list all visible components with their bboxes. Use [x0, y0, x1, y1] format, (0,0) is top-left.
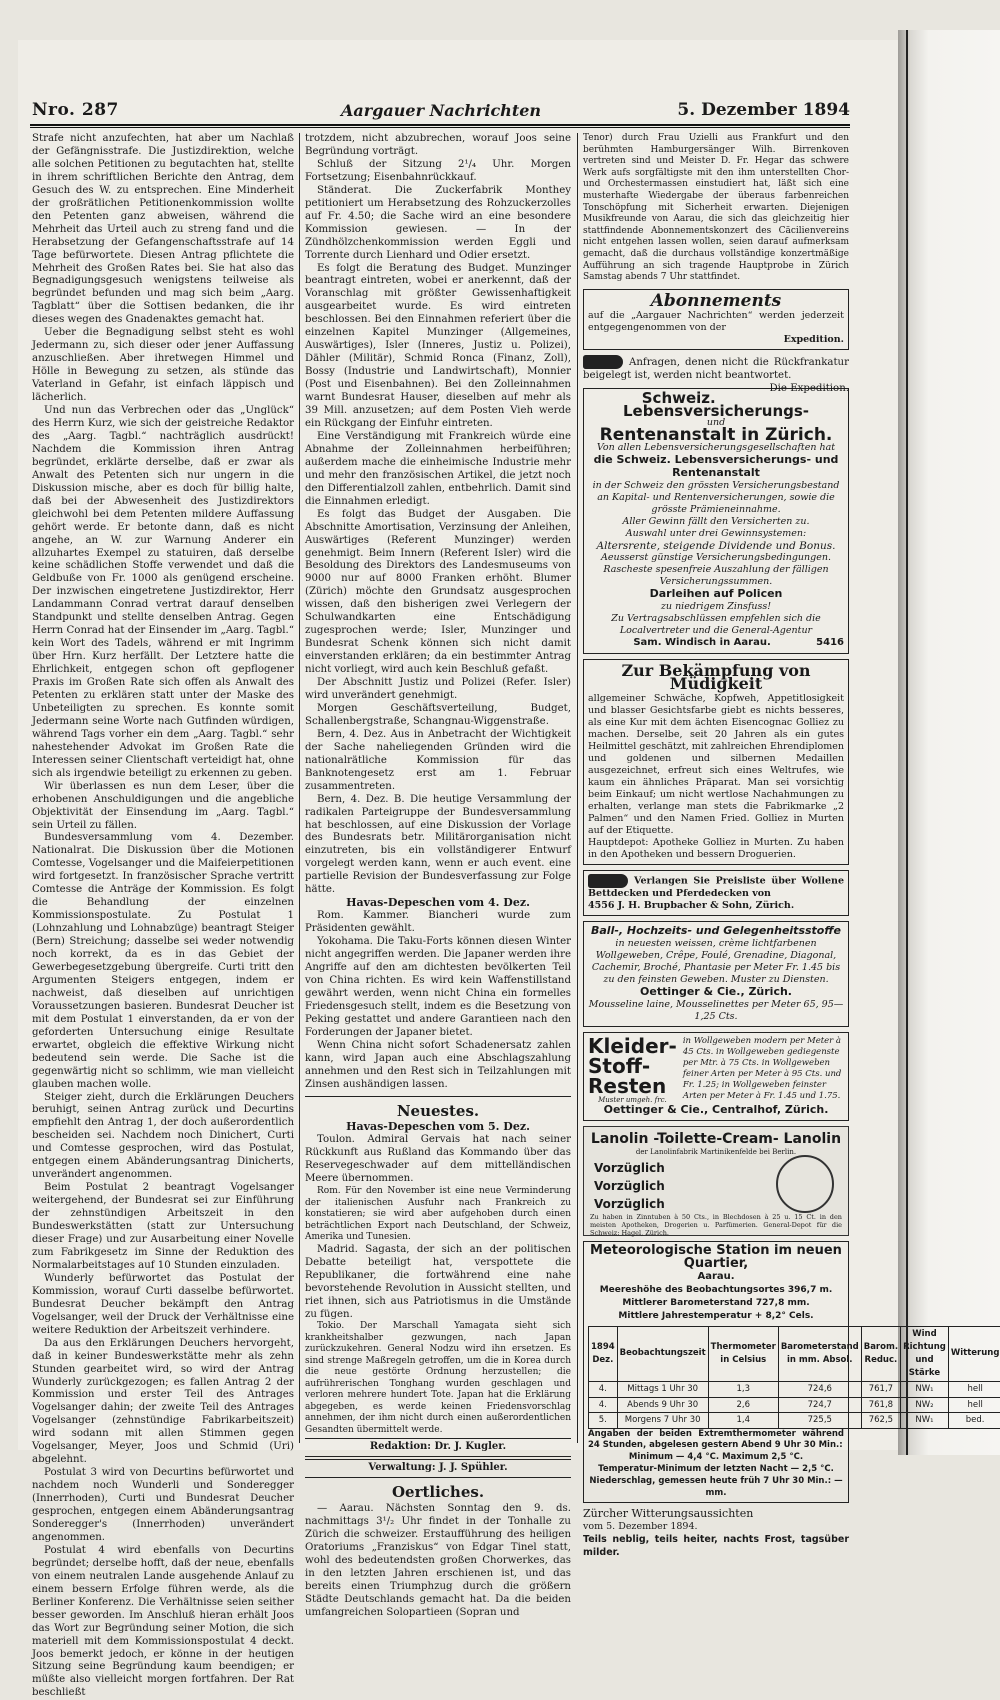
- table-cell: 1,4: [708, 1413, 778, 1429]
- column-header: Wind Richtung und Stärke: [901, 1326, 949, 1381]
- table-cell: 4.: [589, 1381, 618, 1397]
- table-cell: 5.: [589, 1413, 618, 1429]
- header-rule-thin: [30, 127, 850, 128]
- article-paragraph: Da aus den Erklärungen Deuchers hervorgeht, daß in keiner Bundeswerkstätte mehr als zehn Stunden gearbeitet wird, so wird der Antrag Wunderly zurückgezogen; es fallen Antrag 2 der Kommission und erster Teil des Antrages Vogelsanger dahin; der zweite Teil des Antrages Vogelsanger (zehnstündige Fabrikarbeitszeit) wird sodann mit allen Stimmen gegen Vogelsanger, Meyer, Joos und Schmid (Uri) abgelehnt.: [32, 1338, 294, 1468]
- station-info: Mittlere Jahrestemperatur + 8,2° Cels.: [588, 1310, 844, 1323]
- table-cell: NW₁: [901, 1413, 949, 1429]
- section-heading: Havas-Depeschen vom 4. Dez.: [305, 897, 571, 910]
- section-heading: Oertliches.: [305, 1486, 571, 1499]
- ad-text: in neuesten weissen, crème lichtfarbenen Wollgeweben, Crêpe, Foulé, Grenadine, Diagonal, Cachemir, Broché, Phantasie per Meter Fr. 1.45 bis zu den feinsten Geweben. Muster zu Diensten.: [588, 938, 844, 986]
- article-paragraph: Steiger zieht, durch die Erklärungen Deuchers beruhigt, seinen Antrag zurück und Decurtins empfiehlt den Antrag 1, der doch außerordentlich bescheiden sei. Nachdem noch Dinichert, Curti und Comtesse gesprochen, wird das Postulat, entgegen einem Abänderungsantrag Dinicherts, unverändert angenommen.: [32, 1092, 294, 1183]
- article-paragraph: Bern, 4. Dez. B. Die heutige Versammlung der radikalen Parteigruppe der Bundesversammlung hat beschlossen, auf eine Diskussion der Vorlage des Bundesrats betr. Militärorganisation nicht einzutreten, bis ein vollständigerer Entwurf vorgelegt werden kann, wenn er auch event. eine partielle Revision der Bundesverfassung zur Folge hätte.: [305, 794, 571, 898]
- ad-text: allgemeiner Schwäche, Kopfweh, Appetitlosigkeit und blasser Gesichtsfarbe giebt es nichts besseres, als eine Kur mit dem ächten Eisencognac Golliez zu machen. Derselbe, seit 20 Jahren als ein gutes Heilmittel geschätzt, mit zahlreichen Ehrendiplomen und goldenen und silbernen Medaillen ausgezeichnet, erfreut sich eines Weltrufes, wie kaum ein ähnliches Präparat. Man sei vorsichtig beim Einkauf; um nicht wertlose Nachahmungen zu erhalten, verlange man stets die Fabrikmarke „2 Palmen“ und den Namen Fried. Golliez in Murten auf der Etiquette.: [588, 693, 844, 837]
- notice-signature: Die Expedition.: [770, 383, 850, 396]
- article-paragraph: Es folgt das Budget der Ausgaben. Die Abschnitte Amortisation, Verzinsung der Anleihen, Auswärtiges (Referent Munzinger) werden genehmigt. Beim Innern (Referent Isler) wird die Besoldung des Direktors des Landesmuseums von 9000 nur auf 8000 Franken erhöht. Blumer (Zürich) möchte den Grundsatz ausgesprochen wissen, daß den bisherigen zwei Verlegern der Schulwandkarten eine Entschädigung zugesprochen werde; Isler, Munzinger und Bundesrat Schenk können sich nicht damit einverstanden erklären; da ein bestimmter Antrag nicht vorliegt, wird auch kein Beschluß gefaßt.: [305, 509, 571, 677]
- ad-text-content: Verlangen Sie Preisliste über Wollene Bettdecken und Pferdedecken von: [588, 876, 844, 900]
- article-paragraph: Eine Verständigung mit Frankreich würde eine Abnahme der Zolleinnahmen herbeiführen; außerdem mache die einheimische Industrie mehr und mehr den französischen Artikel, die jetzt noch den Differentialzoll zahlen, entbehrlich. Damit sind die Einnahmen erledigt.: [305, 431, 571, 509]
- ad-title: Stoff-: [588, 1056, 677, 1076]
- notice-text: Anfragen, denen nicht die Rückfrankatur beigelegt ist, werden nicht beantwortet.: [583, 357, 849, 381]
- book-binding-edge: [898, 30, 1000, 1455]
- article-paragraph: Tenor) durch Frau Uzielli aus Frankfurt und den berühmten Hamburgersänger Wilh. Birrenkoven vertreten sind und Meister D. Fr. Hegar das schwere Werk aufs sorgfältigste mit den ihm unterstellten Chor- und Orchestermassen einstudiert hat, läßt sich eine musterhafte Wiedergabe der überaus farbenreichen Tonschöpfung mit Sicherheit erwarten. Diejenigen Musikfreunde von Aarau, die sich das gleichzeitig hier stattfindende Abonnementskonzert des Cäcilienvereins nicht entgehen lassen wollen, seien darauf aufmerksam gemacht, daß die durchaus vollständige konzertmäßige Aufführung an sich tragende Hauptprobe in Zürich Samstag abends 7 Uhr stattfindet.: [583, 133, 849, 284]
- divider: [305, 1096, 571, 1097]
- page-header: [32, 100, 850, 122]
- weather-station: [583, 1241, 849, 1503]
- table-cell: 4.: [589, 1397, 618, 1413]
- article-paragraph: Wunderly befürwortet das Postulat der Kommission, worauf Curti dasselbe befürwortet. Bundesrat Deucher bekämpft den Antrag Vogelsanger, weil der Druck der Verhältnisse eine weitere Reduktion der Arbeitszeit verhindere.: [32, 1273, 294, 1338]
- fabric-ad: [583, 921, 849, 1027]
- table-row: [589, 1413, 1000, 1429]
- article-paragraph: Postulat 3 wird von Decurtins befürwortet und nachdem noch Wunderli und Sonderegger (Innerrhoden), Curti und Bundesrat Deucher gesprochen, entgegen einem Abänderungsantrag Sonderegger's (Innerrhoden) unverändert angenommen.: [32, 1467, 294, 1545]
- article-paragraph: Yokohama. Die Taku-Forts können diesen Winter nicht angegriffen werden. Die Japaner werden ihre Angriffe auf den am dichtesten bevölkerten Teil von China richten. Es wird kein Waffenstillstand gewährt werden, wenn nicht China ein formelles Friedensgesuch stellt, indem es die Besetzung von Peking gestattet und andere Garantieen nach den Forderungen der Japaner bietet.: [305, 936, 571, 1040]
- station-footnote: Angaben der beiden Extremthermometer während 24 Stunden, abgelesen gestern Abend 9 Uhr 30 Min.:: [588, 1429, 844, 1451]
- issue-number: Nro. 287: [32, 100, 119, 120]
- table-row: [589, 1397, 1000, 1413]
- table-cell: 724,7: [778, 1397, 861, 1413]
- forecast-text: Teils neblig, teils heiter, nachts Frost, tagsüber milder.: [583, 1534, 849, 1560]
- cognac-ad: [583, 659, 849, 865]
- ad-text: Rascheste spesenfreie Auszahlung der fälligen Versicherungssummen.: [588, 564, 844, 588]
- ad-firm: Oettinger & Cie., Zürich.: [588, 986, 844, 999]
- ad-text: Von allen Lebensversicherungsgesellschaften hat: [588, 442, 844, 454]
- column-header: Barometerstand in mm. Absol.: [778, 1326, 861, 1381]
- ad-big-title: [588, 1036, 677, 1104]
- station-footnote: Minimum — 4,4 °C. Maximum 2,5 °C.: [588, 1451, 844, 1463]
- ad-text: Hauptdepot: Apotheke Golliez in Murten. Zu haben in den Apotheken und bessern Droguerien.: [588, 837, 844, 861]
- ad-agent-name: Sam. Windisch in Aarau.: [633, 637, 770, 648]
- newspaper-title: Aargauer Nachrichten: [32, 101, 850, 120]
- table-cell: 761,7: [861, 1381, 900, 1397]
- table-cell: bed.: [948, 1413, 1000, 1429]
- ad-title: Abonnements: [588, 295, 844, 308]
- issue-date: 5. Dezember 1894: [677, 100, 850, 120]
- station-info: Mittlerer Barometerstand 727,8 mm.: [588, 1297, 844, 1310]
- station-info: Meereshöhe des Beobachtungsortes 396,7 m.: [588, 1284, 844, 1297]
- publisher-line: Verwaltung: J. J. Spühler.: [305, 1459, 571, 1478]
- ad-text: Auswahl unter drei Gewinnsystemen:: [588, 528, 844, 540]
- ad-text: zu niedrigem Zinsfuss!: [588, 601, 844, 613]
- lanolin-ad: [583, 1126, 849, 1236]
- column-header: Barom. Reduc.: [861, 1326, 900, 1381]
- section-heading: Neuestes.: [305, 1105, 571, 1118]
- article-paragraph: Tokio. Der Marschall Yamagata sieht sich krankheitshalber gezwungen, nach Japan zurückzukehren. General Nodzu wird ihn ersetzen. Es sind strenge Maßregeln getroffen, um die in Korea durch die neue gestörte Ordnung herzustellen; die aufrührerischen Tonghang wurden geschlagen und verloren mehrere hundert Tote. Japan hat die Erklärung abgegeben, es werde keinen Friedensvorschlag annehmen, der ihm nicht durch einen außerordentlichen Gesandten übermittelt werde.: [305, 1321, 571, 1436]
- ad-text: der Lanolinfabrik Martinikenfelde bei Berlin.: [584, 1146, 848, 1159]
- table-cell: 2,6: [708, 1397, 778, 1413]
- column-1: [32, 133, 294, 1443]
- station-footnote: Niederschlag, gemessen heute früh 7 Uhr 30 Min.: — mm.: [588, 1475, 844, 1499]
- article-paragraph: Strafe nicht anzufechten, hat aber um Nachlaß der Gefängnisstrafe. Die Justizdirektion, welche alle solchen Petitionen zu begutachten hat, stellte in ihrem schriftlichen Berichte den Antrag, dem Gesuch des W. zu entsprechen. Eine Minderheit der großrätlichen Petitionenkommission wollte den Petenten ganz abweisen, während die Mehrheit das Urteil auch zu streng fand und die Herabsetzung der Gefangenschaftsstrafe auf 14 Tage befürwortete. Diesen Antrag pflichtete die Mehrheit des Großen Rates bei. Sie hat also das Begnadigungsgesuch wenigstens teilweise als begründet befunden und mag sich beim „Aarg. Tagblatt“ über die Sottisen bedanken, die ihr dieses wegen des Gnadenaktes gemacht hat.: [32, 133, 294, 327]
- ad-text: Altersrente, steigende Dividende und Bonus.: [588, 540, 844, 552]
- ad-text: Aller Gewinn fällt den Versicherten zu.: [588, 516, 844, 528]
- table-row: [589, 1381, 1000, 1397]
- ad-text: Darleihen auf Policen: [588, 588, 844, 601]
- trademark-seal-icon: [776, 1155, 834, 1213]
- ad-number: 5416: [816, 637, 844, 650]
- article-paragraph: — Aarau. Nächsten Sonntag den 9. ds. nachmittags 3¹/₂ Uhr findet in der Tonhalle zu Zürich die schweizer. Erstaufführung des heiligen Oratoriums „Franziskus“ von Edgar Tinel statt, wohl des bedeutendsten großen Chorwerkes, das in den letzten Jahren erschienen ist, und das bereits einen Triumphzug durch die größern Städte Deutschlands gemacht hat. Da die beiden umfangreichen Solopartieen (Sopran und: [305, 1503, 571, 1620]
- article-paragraph: Bundesversammlung vom 4. Dezember. Nationalrat. Die Diskussion über die Motionen Comtesse, Vogelsanger und die Maifeierpetitionen wird fortgesetzt. In französischer Sprache vertritt Comtesse die Anträge der Kommission. Es folgt die Behandlung der einzelnen Kommissionspostulate. Zu Postulat 1 (Lohnzahlung und Lohnabzüge) beantragt Steiger (Bern) Streichung; dasselbe sei weder notwendig noch korrekt, da es in das Gebiet der Gewerbegesetzgebung übergreife. Curti tritt den Argumenten Steigers entgegen, indem er nachweist, daß dieselben auf unrichtigen Voraussetzungen basieren. Bundesrat Deucher ist mit dem Postulat 1 einverstanden, da er von der geforderten Untersuchung einige Resultate erwartet, obgleich die effektive Wirkung nicht bedeutend sein werde. Die Sache ist die gegenwärtig nicht so schlimm, wie man vielleicht glauben machen wolle.: [32, 832, 294, 1091]
- ad-text: Vorzüglich: [584, 1195, 848, 1213]
- article-paragraph: Ständerat. Die Zuckerfabrik Monthey petitioniert um Herabsetzung des Rohzuckerzolles auf Fr. 4.50; die Sache wird an eine besondere Kommission gewiesen. — In der Zündhölzchenkommission werden Eggli und Torrente durch Lienhard und Odier ersetzt.: [305, 185, 571, 263]
- ad-firm: Oettinger & Cie., Centralhof, Zürich.: [588, 1104, 844, 1117]
- pointing-hand-icon: [588, 874, 628, 888]
- article-paragraph: Schluß der Sitzung 2¹/₄ Uhr. Morgen Fortsetzung; Eisenbahnrückkauf.: [305, 159, 571, 185]
- ad-text: Vorzüglich: [584, 1159, 848, 1177]
- ad-number: 4556: [588, 900, 614, 911]
- ad-body: [588, 1036, 844, 1104]
- ad-title: Rentenanstalt in Zürich.: [588, 429, 844, 442]
- article-paragraph: trotzdem, nicht abzubrechen, worauf Joos seine Begründung vorträgt.: [305, 133, 571, 159]
- article-paragraph: Toulon. Admiral Gervais hat nach seiner Rückkunft aus Rußland das Kommando über das Reservegeschwader auf dem mittelländischen Meere übernommen.: [305, 1134, 571, 1186]
- article-paragraph: Beim Postulat 2 beantragt Vogelsanger weitergehend, der Bundesrat sei zur Einführung der zehnstündigen Arbeitszeit in den Bundeswerkstätten (statt zur Untersuchung dieser Frage) und zur Ausarbeitung einer Novelle zum Fabrikgesetz im Sinne der Reduktion des Normalarbeitstages auf 10 Stunden einzuladen.: [32, 1182, 294, 1273]
- column-header: Thermometer in Celsius: [708, 1326, 778, 1381]
- ad-title: Zur Bekämpfung von Müdigkeit: [588, 665, 844, 691]
- table-cell: hell: [948, 1397, 1000, 1413]
- weather-table: [588, 1326, 1000, 1430]
- article-paragraph: Ueber die Begnadigung selbst steht es wohl Jedermann zu, sich dieser oder jener Auffassung anzuschließen. Aber ihretwegen Himmel und Hölle in Bewegung zu setzen, als stünde das Vaterland in Gefahr, ist einfach läppisch und lächerlich.: [32, 327, 294, 405]
- table-cell: Mittags 1 Uhr 30: [617, 1381, 708, 1397]
- station-place: Aarau.: [588, 1271, 844, 1284]
- ad-title: Lanolin -Toilette-Cream- Lanolin: [584, 1127, 848, 1146]
- article-paragraph: Wir überlassen es nun dem Leser, über die erhobenen Anschuldigungen und die angebliche Objektivität der Einsendung im „Aarg. Tagbl.“ sein Urteil zu fällen.: [32, 781, 294, 833]
- article-paragraph: Rom. Kammer. Biancheri wurde zum Präsidenten gewählt.: [305, 910, 571, 936]
- ad-text: die Schweiz. Lebensversicherungs- und: [588, 454, 844, 467]
- ad-text: Aeusserst günstige Versicherungsbedingungen.: [588, 552, 844, 564]
- ad-text: Muster umgeh. frc.: [588, 1096, 677, 1104]
- remnants-ad: [583, 1032, 849, 1121]
- insurance-ad: [583, 388, 849, 655]
- ad-title: Ball-, Hochzeits- und Gelegenheitsstoffe: [588, 925, 844, 938]
- ad-title: Schweiz. Lebensversicherungs-: [588, 392, 844, 418]
- editor-line: Redaktion: Dr. J. Kugler.: [305, 1438, 571, 1457]
- ad-title: Resten: [588, 1076, 677, 1096]
- table-header-row: [589, 1326, 1000, 1381]
- station-title: Meteorologische Station im neuen Quartier,: [588, 1245, 844, 1271]
- header-rule: [30, 124, 850, 126]
- table-cell: 725,5: [778, 1413, 861, 1429]
- table-cell: hell: [948, 1381, 1000, 1397]
- ad-text: und: [588, 417, 844, 429]
- article-paragraph: Und nun das Verbrechen oder das „Unglück“ des Herrn Kurz, wie sich der geistreiche Redaktor des „Aarg. Tagbl.“ nachträglich ausdrückt! Nachdem die Kommission ihren Antrag begründet, erklärte derselbe, daß er zwar als Anwalt des Petenten sich nur ungern in die Diskussion mische, aber es doch für billig halte, daß bei der Abwesenheit des Justizdirektors gleichwohl bei dem Petenten mildere Auffassung gehört werde. Er betonte dann, daß es nicht angehe, an W. zur Warnung Anderer ein allzuhartes Exempel zu statuiren, daß derselbe keine schädlichen Stoffe verwendet und daß die Geldbuße von Fr. 1000 als genügend erscheine. Der inzwischen eingetretene Justizdirektor, Herr Landammann Conrad vertrat darauf denselben Standpunkt und stellte denselben Antrag. Gegen Herrn Conrad hat der Einsender im „Aarg. Tagbl.“ kein Wort des Tadels, während er mit Ingrimm über Hrn. Kurz herfällt. Der Letztere hatte die Ehrlichkeit, entgegen schon oft gepflogener Praxis im Großen Rate sich offen als Anwalt des Petenten zu erklären statt unter der Maske des Unbeteiligten zu sprechen. Es konnte somit Jedermann seine Worte nach Gutfinden würdigen, während Tags vorher ein dem „Aarg. Tagbl.“ sehr nahestehender Advokat im Großen Rate die Interessen seiner Clientschaft verteidigt hat, ohne sich als irgendwie beteiligt zu erkennen zu geben.: [32, 405, 294, 781]
- table-cell: 762,5: [861, 1413, 900, 1429]
- ad-text: in Wollgeweben modern per Meter à 45 Cts. in Wollgeweben gediegenste per Mtr. à 75 Cts. in Wollgeweben feiner Arten per Meter à 95 Cts. und Fr. 1.25; in Wollgeweben feinster Arten per Meter à Fr. 1.45 und 1.75.: [683, 1036, 844, 1102]
- table-cell: 724,6: [778, 1381, 861, 1397]
- blanket-ad: [583, 870, 849, 916]
- column-divider: [577, 133, 578, 1443]
- ad-text: [588, 874, 844, 900]
- article-paragraph: Wenn China nicht sofort Schadenersatz zahlen kann, wird Japan auch eine Abschlagszahlung annehmen und den Rest sich in Teilzahlungen mit Zinsen aushändigen lassen.: [305, 1040, 571, 1092]
- article-paragraph: Postulat 4 wird ebenfalls von Decurtins begründet; derselbe hofft, daß der neue, ebenfalls von einem neutralen Lande ausgehende Anlauf zu einem bessern Erfolge führen werde, als die Berliner Konferenz. Die Verhältnisse seien seither besser geworden. Im Anschluß hieran erhält Joos das Wort zur Begründung seiner Motion, die sich materiell mit dem Kommissionspostulat 4 deckt. Joos bemerkt jedoch, er könne in der heutigen Sitzung seine Begründung kaum beendigen; er müßte also vielleicht morgen fortfahren. Der Rat beschließt: [32, 1545, 294, 1700]
- article-paragraph: Madrid. Sagasta, der sich an der politischen Debatte beteiligt hat, verspottete die Republikaner, die fortwährend eine nahe bevorstehende Revolution in Aussicht stellten, und riet ihnen, sich aus Patriotismus in die Umstände zu fügen.: [305, 1244, 571, 1322]
- table-cell: 761,8: [861, 1397, 900, 1413]
- article-paragraph: Der Abschnitt Justiz und Polizei (Refer. Isler) wird unverändert genehmigt.: [305, 677, 571, 703]
- ad-title: Kleider-: [588, 1036, 677, 1056]
- article-paragraph: Bern, 4. Dez. Aus in Anbetracht der Wichtigkeit der Sache naheliegenden Gründen wird die nationalrätliche Kommission für das Banknotengesetz erst am 1. Februar zusammentreten.: [305, 729, 571, 794]
- ad-text: in der Schweiz den grössten Versicherungsbestand an Kapital- und Rentenversicherungen, sowie die grösste Prämieneinnahme.: [588, 480, 844, 516]
- table-cell: NW₂: [901, 1397, 949, 1413]
- column-header: Beobachtungszeit: [617, 1326, 708, 1381]
- column-divider: [299, 133, 300, 1443]
- column-header: Witterung: [948, 1326, 1000, 1381]
- table-cell: Abends 9 Uhr 30: [617, 1397, 708, 1413]
- ad-text: Zu Vertragsabschlüssen empfehlen sich die Localvertreter und die General-Agentur: [588, 613, 844, 637]
- ad-firm-line: [588, 900, 844, 912]
- section-heading: Havas-Depeschen vom 5. Dez.: [305, 1121, 571, 1134]
- ad-signature: Expedition.: [588, 334, 844, 346]
- forecast-title: Zürcher Witterungsaussichten: [583, 1508, 849, 1521]
- ad-text: auf die „Aargauer Nachrichten“ werden jederzeit entgegengenommen von der: [588, 310, 844, 334]
- weather-forecast: [583, 1508, 849, 1560]
- table-cell: Morgens 7 Uhr 30: [617, 1413, 708, 1429]
- notice: [583, 355, 849, 383]
- ad-text: Zu haben in Zinntuben à 50 Cts., in Blechdosen à 25 u. 15 Ct. in den meisten Apotheken, Drogerien u. Parfümerien. General-Depot für die Schweiz: Hagel, Zürich.: [584, 1213, 848, 1237]
- subscription-ad: [583, 289, 849, 350]
- ad-text: Vorzüglich: [584, 1177, 848, 1195]
- forecast-date: vom 5. Dezember 1894.: [583, 1521, 849, 1534]
- ad-text: Mousseline laine, Mousselinettes per Meter 65, 95—1,25 Cts.: [588, 999, 844, 1023]
- column-header: 1894 Dez.: [589, 1326, 618, 1381]
- ad-text: Rentenanstalt: [588, 467, 844, 480]
- article-paragraph: Morgen Geschäftsverteilung, Budget, Schallenbergstraße, Schangnau-Wiggenstraße.: [305, 703, 571, 729]
- pointing-hand-icon: [583, 355, 623, 369]
- ad-agent: [588, 637, 844, 650]
- station-footnote: Temperatur-Minimum der letzten Nacht — 2,5 °C.: [588, 1463, 844, 1475]
- article-paragraph: Es folgt die Beratung des Budget. Munzinger beantragt eintreten, wobei er anerkennt, daß der Voranschlag mit größter Gewissenhaftigkeit ausgearbeitet wurde. Es wird eintreten beschlossen. Bei den Einnahmen referiert über die einzelnen Kapitel Munzinger (Allgemeines, Auswärtiges), Isler (Inneres, Justiz u. Polizei), Dähler (Militär), Schmid Ronca (Finanz, Zoll), Bossy (Industrie und Landwirtschaft), Monnier (Post und Eisenbahnen). Bei den Zolleinnahmen warnt Bundesrat Hauser, dieselben auf mehr als 39 Mill. anzusetzen; auf dem Posten Vieh werde ein Rückgang der Einfuhr eintreten.: [305, 263, 571, 431]
- article-paragraph: Rom. Für den November ist eine neue Verminderung der italienischen Ausfuhr nach Frankreich zu konstatieren; sie wird aber aufgehoben durch einen beträchtlichen Export nach Deutschland, der Schweiz, Amerika und Tunesien.: [305, 1186, 571, 1244]
- fold-line: [906, 30, 908, 1455]
- column-2: [305, 133, 571, 1443]
- table-cell: NW₁: [901, 1381, 949, 1397]
- ad-firm: J. H. Brupbacher & Sohn, Zürich.: [618, 900, 794, 911]
- column-3: [583, 133, 849, 1443]
- table-cell: 1,3: [708, 1381, 778, 1397]
